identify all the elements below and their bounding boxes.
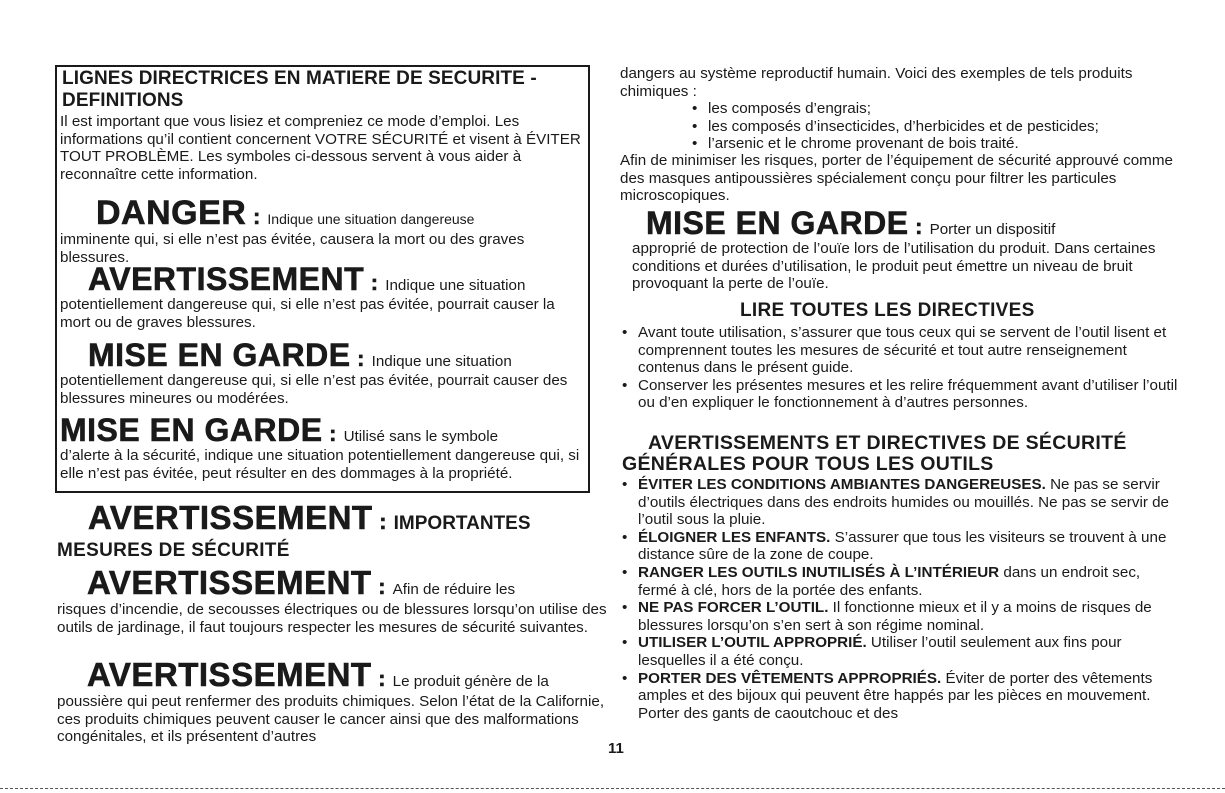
- important-safety-subheading: MESURES DE SÉCURITÉ: [57, 540, 290, 561]
- definitions-intro: Il est important que vous lisiez et compreniez ce mode d’emploi. Les informations qu’il contient concernent VOTRE SÉCURITÉ et visent à ÉVITER TOUT PROBLÈME. Les symboles ci-dessous servent à vous aider à reconnaître cette information.: [60, 113, 581, 183]
- avertissement-definition: [60, 262, 588, 331]
- read-all-directives-heading: LIRE TOUTES LES DIRECTIVES: [740, 300, 1035, 321]
- general-safety-item: • RANGER LES OUTILS INUTILISÉS À L’INTÉRIEUR dans un endroit sec, fermé à clé, hors de la portée des enfants.: [620, 564, 1180, 599]
- general-safety-heading-line2: GÉNÉRALES POUR TOUS LES OUTILS: [622, 453, 994, 475]
- mise-en-garde-property-definition: [60, 413, 588, 482]
- general-safety-item: • UTILISER L’OUTIL APPROPRIÉ. Utiliser l’outil seulement aux fins pour lesquelles il a été conçu.: [620, 634, 1180, 669]
- danger-rest: imminente qui, si elle n’est pas évitée, causera la mort ou des graves blessures.: [60, 231, 525, 266]
- hearing-rest: approprié de protection de l’ouïe lors de l’utilisation du produit. Dans certaines conditions et durées d’utilisation, le produit peut émettre un niveau de bruit provoquant la perte de l’ouïe.: [632, 240, 1156, 293]
- important-tail: IMPORTANTES: [393, 513, 531, 534]
- hearing-sep: :: [908, 214, 930, 239]
- mise-sep: :: [350, 346, 372, 371]
- avert-sep: :: [364, 270, 386, 295]
- mise2-sep: :: [322, 421, 344, 446]
- dust-sep: :: [371, 666, 393, 691]
- chemical-item: • les composés d’insecticides, d’herbicides et de pesticides;: [690, 118, 1190, 136]
- fire-sep: :: [371, 574, 393, 599]
- fire-rest: risques d’incendie, de secousses électriques ou de blessures lorsqu’on utilise des outils de jardinage, il faut toujours respecter les mesures de sécurité suivantes.: [57, 601, 607, 636]
- definitions-title-line1: LIGNES DIRECTRICES EN MATIERE DE SECURITE -: [62, 68, 537, 89]
- danger-signal-word: DANGER: [96, 194, 247, 232]
- danger-sep: :: [246, 204, 268, 229]
- definitions-title: [62, 68, 602, 112]
- important-sep: :: [372, 509, 394, 534]
- fire-first: Afin de réduire les: [392, 581, 516, 598]
- mise-signal-word: MISE EN GARDE: [88, 337, 351, 373]
- read-directives-list: [620, 324, 1180, 412]
- danger-definition: [60, 195, 588, 266]
- important-safety-heading: [88, 500, 608, 536]
- minimize-risk-text: Afin de minimiser les risques, porter de l’équipement de sécurité approuvé comme des masques antipoussières spécialement conçu pour filtrer les particules microscopiques.: [620, 152, 1173, 205]
- dust-rest: poussière qui peut renfermer des produits chimiques. Selon l’état de la Californie, ces produits chimiques peuvent causer le cancer ainsi que des malformations congénitales, et ils présentent d’autres: [57, 693, 605, 746]
- mise-first: Indique une situation: [371, 353, 512, 370]
- chemical-item: • l’arsenic et le chrome provenant de bois traité.: [690, 135, 1190, 153]
- hearing-caution: [620, 206, 1180, 293]
- general-safety-item: • PORTER DES VÊTEMENTS APPROPRIÉS. Éviter de porter des vêtements amples et des bijoux qui peuvent être happés par les pièces en mouvement. Porter des gants de caoutchouc et des: [620, 670, 1180, 723]
- avert-first: Indique une situation: [385, 277, 526, 294]
- read-directive-item: • Conserver les présentes mesures et les relire fréquemment avant d’utiliser l’outil ou d’en expliquer le fonctionnement à d’autres personnes.: [620, 377, 1180, 412]
- hearing-signal-word: MISE EN GARDE: [646, 205, 909, 241]
- page-bottom-rule: [0, 788, 1225, 789]
- dust-first: Le produit génère de la: [392, 673, 549, 690]
- general-safety-item: • NE PAS FORCER L’OUTIL. Il fonctionne mieux et il y a moins de risques de blessures lorsqu’on s’en sert à son régime nominal.: [620, 599, 1180, 634]
- mise2-signal-word: MISE EN GARDE: [60, 412, 323, 448]
- general-safety-heading-line1: AVERTISSEMENTS ET DIRECTIVES DE SÉCURITÉ: [648, 432, 1127, 454]
- mise2-rest: d’alerte à la sécurité, indique une situation potentiellement dangereuse qui, si elle n’est pas évitée, peut résulter en des dommages à la propriété.: [60, 447, 580, 482]
- danger-first: Indique une situation dangereuse: [267, 211, 475, 227]
- avert-rest: potentiellement dangereuse qui, si elle n’est pas évitée, pourrait causer la mort ou de graves blessures.: [60, 296, 555, 331]
- general-safety-list: [620, 476, 1180, 722]
- dust-warning: [57, 657, 609, 746]
- chemical-item: • les composés d’engrais;: [690, 100, 1190, 118]
- avert-signal-word: AVERTISSEMENT: [88, 261, 365, 297]
- mise-en-garde-definition: [60, 338, 588, 407]
- mise2-first: Utilisé sans le symbole: [343, 428, 499, 445]
- important-signal-word: AVERTISSEMENT: [88, 499, 373, 536]
- general-safety-item: • ÉLOIGNER LES ENFANTS. S’assurer que tous les visiteurs se trouvent à une distance sûre de la zone de coupe.: [620, 529, 1180, 564]
- dust-signal-word: AVERTISSEMENT: [87, 656, 372, 693]
- chemical-dangers-continued: dangers au système reproductif humain. Voici des exemples de tels produits chimiques :: [620, 65, 1133, 100]
- general-safety-item: • ÉVITER LES CONDITIONS AMBIANTES DANGEREUSES. Ne pas se servir d’outils électriques dans des endroits humides ou mouillés. Ne pas se servir de l’outil sous la pluie.: [620, 476, 1180, 529]
- fire-warning: [57, 565, 609, 636]
- mise-rest: potentiellement dangereuse qui, si elle n’est pas évitée, pourrait causer des blessures mineures ou modérées.: [60, 372, 568, 407]
- read-directive-item: • Avant toute utilisation, s’assurer que tous ceux qui se servent de l’outil lisent et comprennent toutes les mesures de sécurité et tout autre renseignement contenus dans le présent guide.: [620, 324, 1180, 377]
- page-number: 11: [608, 740, 624, 757]
- chemical-list: [690, 100, 1190, 153]
- hearing-first: Porter un dispositif: [929, 221, 1056, 238]
- fire-signal-word: AVERTISSEMENT: [87, 564, 372, 601]
- definitions-title-line2: DEFINITIONS: [62, 90, 184, 111]
